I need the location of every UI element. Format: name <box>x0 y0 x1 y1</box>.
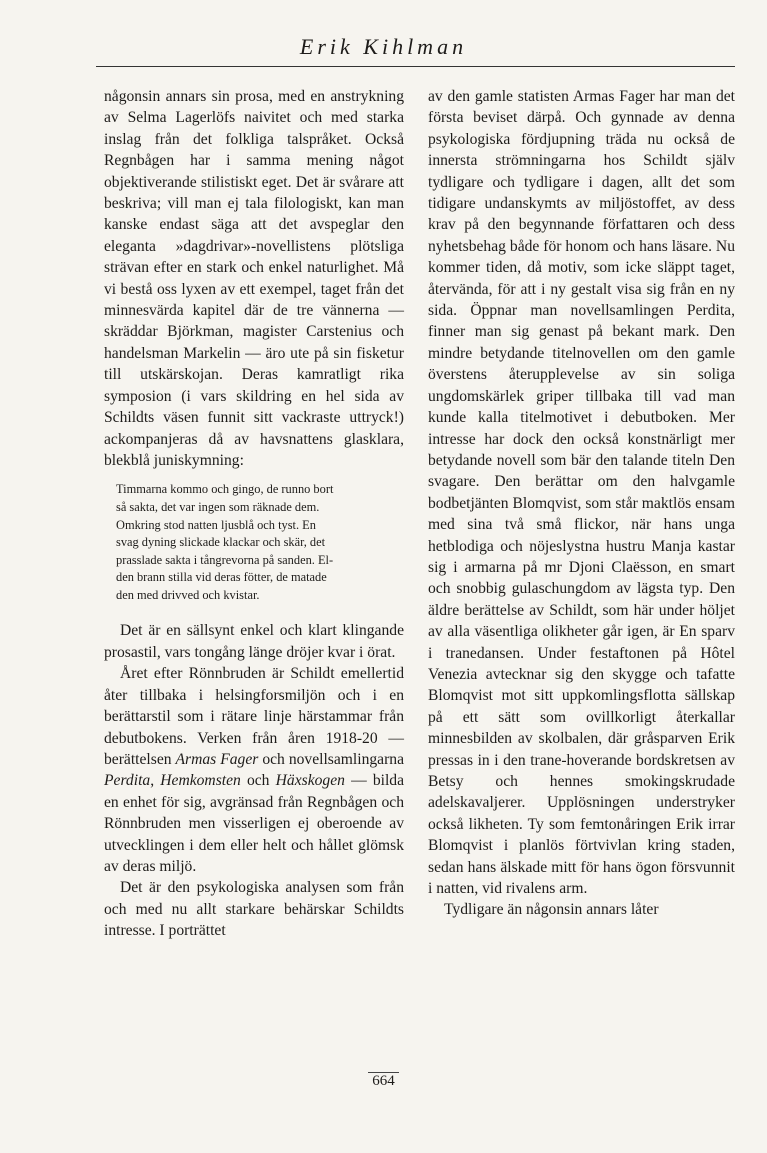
quote-line: Omkring stod natten ljusblå och tyst. En <box>116 517 316 532</box>
left-paragraph-3 <box>104 663 404 877</box>
quote-line: så sakta, det var ingen som räknade dem. <box>116 499 320 514</box>
quote-line: den brann stilla vid deras fötter, de matade <box>116 570 327 585</box>
left-paragraph-4: Det är den psykologiska analysen som från och med nu allt starkare behärskar Schildts intresse. I porträttet <box>104 879 404 940</box>
quote-line: den med drivved och kvistar. <box>116 587 260 602</box>
paragraph-text: och <box>240 772 276 790</box>
quote-line: svag dyning slickade klackar och skär, det <box>116 535 326 550</box>
right-paragraph-1: av den gamle statisten Armas Fager har man det första beviset därpå. Och gynnade av denna psykologiska fördjupning träda nu också de innersta strömningarna hos Schildt själv tydligare och tydligare i dagen, allt det som tidigare undanskymts av miljöstoffet, av dess krav på den begynnande författaren och dess nyhetsbehag både för honom och hans läsare. Nu kommer tiden, då motiv, som icke släppt taget, återvända, för att i ny gestalt visa sig från en ny sida. Öppnar man novellsamlingen Perdita, finner man sig genast på bekant mark. Den mindre betydande titelnovellen om den gamle överstens återupplevelse av sin soliga ungdomskärlek griper tillbaka till vad man kunde kalla titelmotivet i debutboken. Mer intresse har dock den också konstnärligt mer betydande novell som bär den talande titeln Den svagare. Den berättar om den halvgamle bodbetjänten Blomqvist, som står maktlös ensam med sina två små flickor, när hans unga hetblodiga och nöjeslystna hustru Manja kastar sig i armarna på mr Djoni Claësson, en smart och snobbig gulaschungdom av lägsta typ. Den äldre berättelse av Schildt, som här under höljet av alla väsentliga olikheter går igen, är En sparv i tranedansen. Under festaftonen på Hôtel Venezia avtecknar sig den skygge och tafatte Blomqvist mot sitt uppkomlingsflotta sällskap på ett sätt som ovillkorligt återkallar minnesbilden av skolbalen, där gråsparven Erik pressas in i den trane-hoverande bordskretsen av Betsy och hennes smokingskrudade adelskavaljerer. Upplösningen understryker också likheten. Ty som femtonåringen Erik irrar Blomqvist i planlös förtvivlan kring staden, sedan hans älskade mitt för hans ögon försvunnit i natten, vid rivalens arm. <box>428 88 735 898</box>
block-quote <box>116 481 404 604</box>
page-number-text: 664 <box>368 1072 399 1089</box>
left-paragraph-2: Det är en sällsynt enkel och klart klingande prosastil, vars tongång länge dröjer kvar i örat. <box>104 622 404 661</box>
left-column <box>104 86 404 942</box>
quote-line: prasslade sakta i tångrevorna på sanden. El- <box>116 552 334 567</box>
paragraph-text: — bilda en enhet för sig, avgränsad från Regnbågen och Rönnbruden men visserligen ej oberoende av utvecklingen i dem eller helt och hållet glömsk av deras miljö. <box>104 772 405 875</box>
title-perdita: Perdita <box>104 772 151 790</box>
right-paragraph-2: Tydligare än någonsin annars låter <box>444 901 659 919</box>
title-hemkomsten: Hemkomsten <box>160 772 241 790</box>
paragraph-text: och novellsamlingarna <box>258 750 405 768</box>
title-haxskogen: Häxskogen <box>275 772 345 790</box>
header-rule <box>96 66 735 67</box>
page-number <box>0 1073 767 1090</box>
quote-line: Timmarna kommo och gingo, de runno bort <box>116 482 334 497</box>
running-header: Erik Kihlman <box>299 34 468 59</box>
paragraph-text: Året efter Rönnbruden är Schildt emellertid åter tillbaka i helsingforsmiljön och i en berättarstil som i rätare linje härstammar från debutbokens. Verken från åren 1918-20 — berättelsen <box>104 665 404 768</box>
right-column <box>428 86 735 921</box>
left-paragraph-1: någonsin annars sin prosa, med en anstrykning av Selma Lagerlöfs naivitet och med starka inslag från det folkliga talspråket. Också Regnbågen har i samma mening något objektiverande stilistiskt eget. Det är svårare att beskriva; vill man ej tala filologiskt, kan man kanske endast säga att det avspeglar den eleganta »dagdrivar»-novellistens plötsliga strävan efter en stark och enkel naturlighet. Må vi bestå oss lyxen av ett exempel, taget från det minnesvärda kapitel där de tre vännerna — skräddar Björkman, magister Carstenius och handelsman Markelin — äro ute på sin fisketur till utskärskojan. Deras kamratligt rika symposion (i vars skildring en hel sida av Schildts väsen funnit sitt vackraste uttryck!) ackompanjeras då av havsnattens glasklara, blekblå juniskymning: <box>104 88 404 469</box>
title-armas-fager: Armas Fager <box>175 750 259 768</box>
paragraph-text: , <box>150 772 161 790</box>
